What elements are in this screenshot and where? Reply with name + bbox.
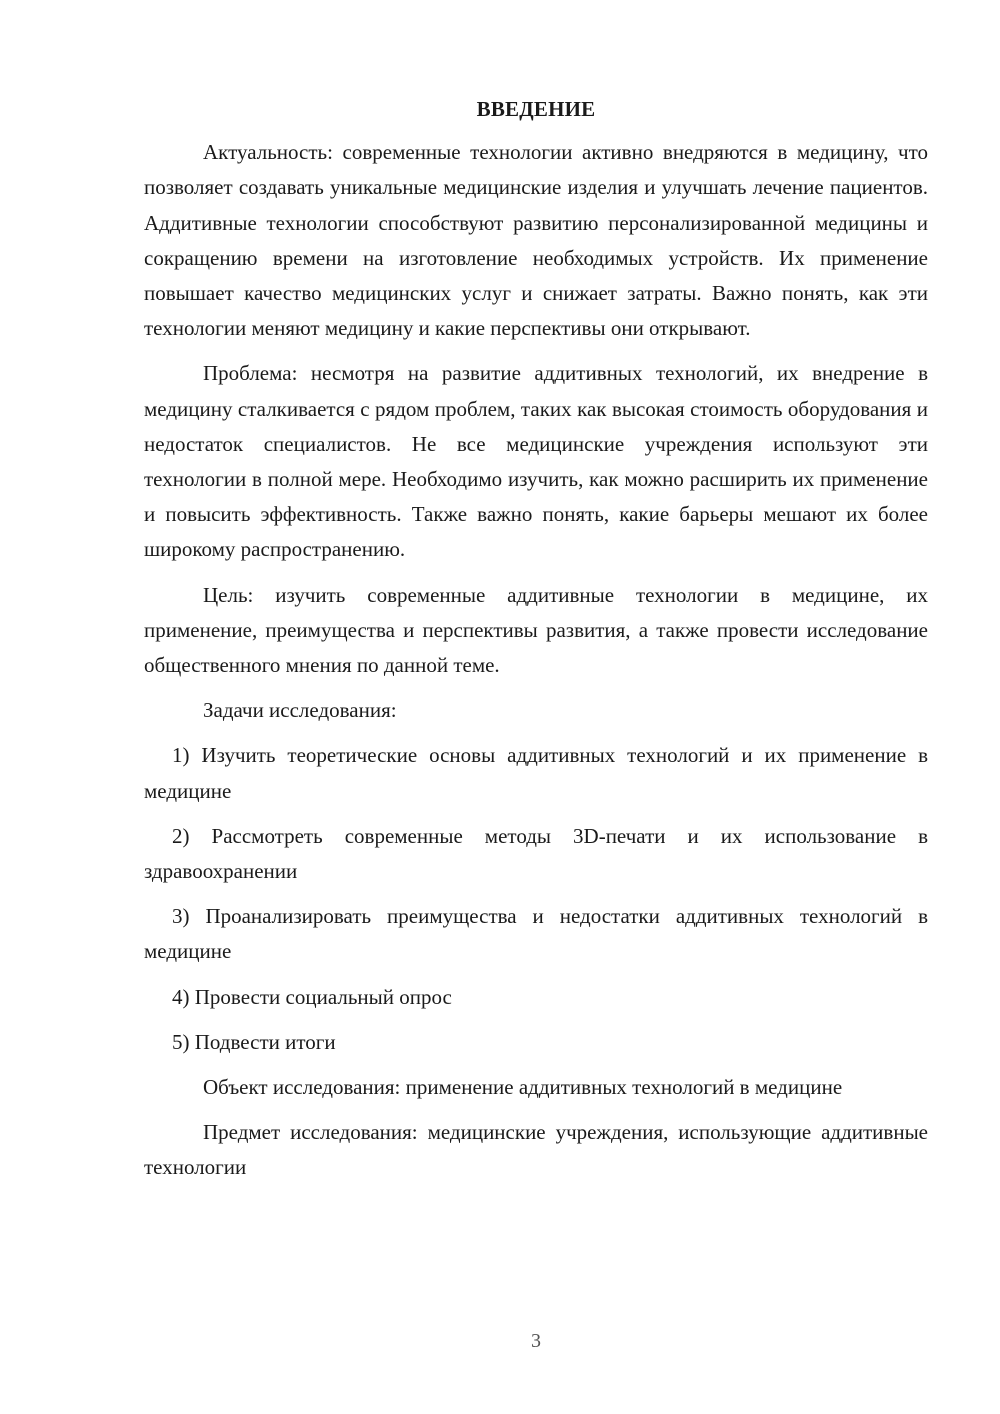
document-page xyxy=(144,92,928,1196)
task-item: 5) Подвести итоги xyxy=(172,1029,336,1054)
tasks-title: Задачи исследования: xyxy=(203,698,397,723)
section-heading: ВВЕДЕНИЕ xyxy=(476,97,596,121)
task-item: 1) Изучить теоретические основы аддитивных технологий и их применение в медицине xyxy=(144,743,928,803)
subject-paragraph: Предмет исследования: медицинские учреждения, использующие аддитивные технологии xyxy=(144,1120,928,1180)
relevance-paragraph: Актуальность: современные технологии активно внедряются в медицину, что позволяет создавать уникальные медицинские изделия и улучшать лечение пациентов. Аддитивные технологии способствуют развитию персонализированной медицины и сокращению времени на изготовление необходимых устройств. Их применение повышает качество медицинских услуг и снижает затраты. Важно понять, как эти технологии меняют медицину и какие перспективы они открывают. xyxy=(144,140,928,341)
goal-paragraph: Цель: изучить современные аддитивные технологии в медицине, их применение, преимущества и перспективы развития, а также провести исследование общественного мнения по данной теме. xyxy=(144,582,928,678)
problem-paragraph: Проблема: несмотря на развитие аддитивных технологий, их внедрение в медицину сталкивается с рядом проблем, таких как высокая стоимость оборудования и недостаток специалистов. Не все медицинские учреждения используют эти технологии в полной мере. Необходимо изучить, как можно расширить их применение и повысить эффективность. Также важно понять, какие барьеры мешают их более широкому распространению. xyxy=(144,361,928,562)
page-number: 3 xyxy=(531,1330,541,1352)
object-paragraph: Объект исследования: применение аддитивных технологий в медицине xyxy=(203,1075,843,1100)
task-item: 2) Рассмотреть современные методы 3D-печати и их использование в здравоохранении xyxy=(144,823,928,884)
task-item: 4) Провести социальный опрос xyxy=(172,984,452,1009)
task-item: 3) Проанализировать преимущества и недостатки аддитивных технологий в медицине xyxy=(144,904,928,964)
